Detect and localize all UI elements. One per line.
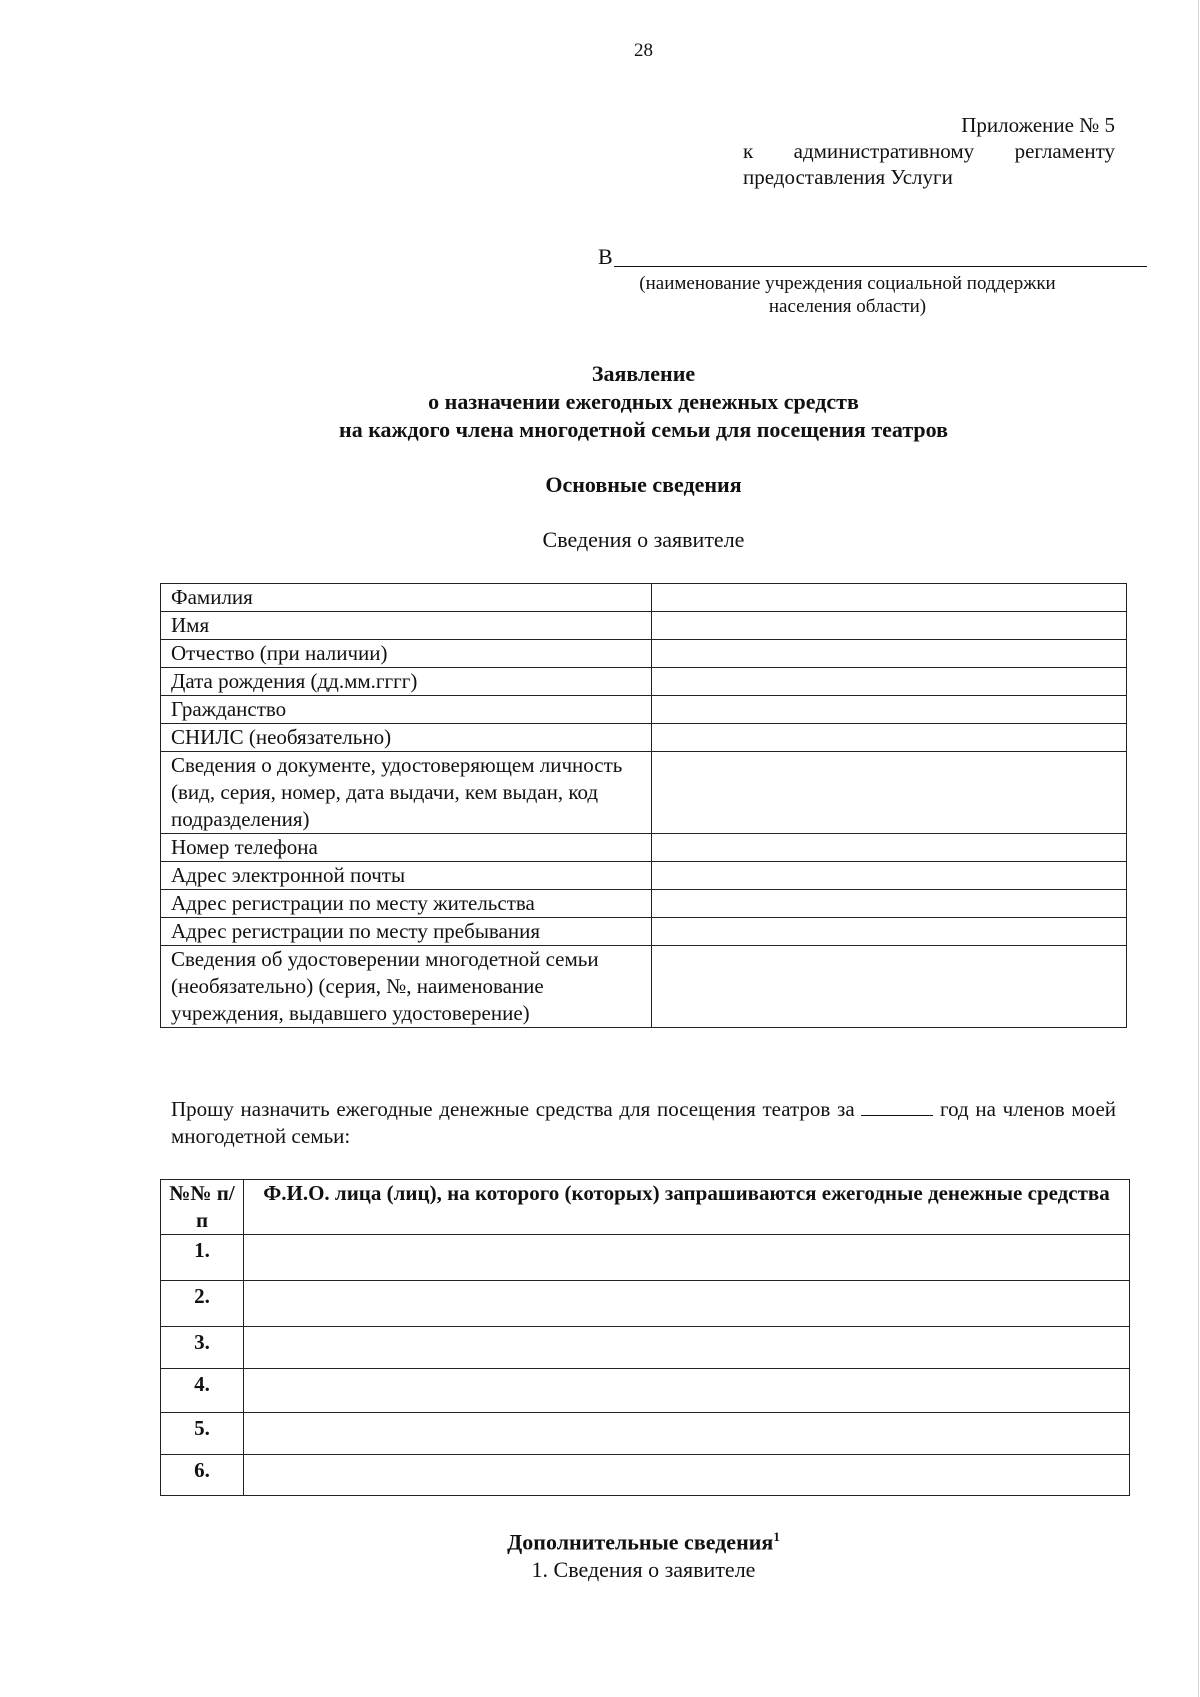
table-row <box>161 946 1127 1028</box>
field-label: Адрес регистрации по месту пребывания <box>161 918 652 946</box>
field-label: Сведения об удостоверении многодетной семьи (необязательно) (серия, №, наименование учреждения, выдавшего удостоверение) <box>161 946 652 1028</box>
table-row <box>161 668 1127 696</box>
column-header-number: №№ п/ п <box>161 1180 244 1235</box>
field-label: Гражданство <box>161 696 652 724</box>
table-row <box>161 862 1127 890</box>
table-row <box>161 1281 1130 1327</box>
row-number: 4. <box>161 1369 244 1413</box>
request-paragraph <box>171 1096 1116 1150</box>
addressee-input-line[interactable] <box>614 266 1147 267</box>
table-row <box>161 584 1127 612</box>
document-title <box>0 360 1200 444</box>
applicant-table <box>160 583 1127 1028</box>
member-name-cell[interactable] <box>244 1455 1130 1496</box>
section-title: Основные сведения <box>545 472 742 497</box>
appendix-note <box>743 112 1115 190</box>
table-header-row <box>161 1180 1130 1235</box>
table-row <box>161 696 1127 724</box>
table-row <box>161 724 1127 752</box>
field-value[interactable] <box>652 584 1127 612</box>
field-label: Отчество (при наличии) <box>161 640 652 668</box>
field-value[interactable] <box>652 724 1127 752</box>
members-table <box>160 1179 1130 1496</box>
request-text-part-1: Прошу назначить ежегодные денежные средства для посещения театров за <box>171 1097 855 1121</box>
table-row <box>161 1369 1130 1413</box>
field-value[interactable] <box>652 918 1127 946</box>
field-label: Адрес электронной почты <box>161 862 652 890</box>
field-value[interactable] <box>652 752 1127 834</box>
additional-info <box>0 1523 1200 1584</box>
field-label: Адрес регистрации по месту жительства <box>161 890 652 918</box>
member-name-cell[interactable] <box>244 1281 1130 1327</box>
field-value[interactable] <box>652 946 1127 1028</box>
table-row <box>161 1413 1130 1455</box>
addressee-caption-line-1: (наименование учреждения социальной поддержки <box>639 273 1056 294</box>
addressee-prefix: В <box>598 244 613 269</box>
table-row <box>161 1455 1130 1496</box>
title-line-2: о назначении ежегодных денежных средств <box>428 389 859 414</box>
year-input-line[interactable] <box>861 1097 933 1116</box>
field-label: Номер телефона <box>161 834 652 862</box>
page-edge <box>1198 0 1199 1697</box>
title-line-1: Заявление <box>591 361 696 386</box>
member-name-cell[interactable] <box>244 1413 1130 1455</box>
page-number: 28 <box>634 40 653 61</box>
member-name-cell[interactable] <box>244 1235 1130 1281</box>
request-text-part-2: год на членов моей многодетной семьи: <box>171 1097 1116 1148</box>
applicant-caption: Сведения о заявителе <box>542 527 745 552</box>
field-label: Дата рождения (дд.мм.гггг) <box>161 668 652 696</box>
row-number: 1. <box>161 1235 244 1281</box>
table-row <box>161 1235 1130 1281</box>
appendix-line-1: Приложение № 5 <box>961 113 1115 137</box>
column-header-name: Ф.И.О. лица (лиц), на которого (которых) запрашиваются ежегодные денежные средства <box>244 1180 1130 1235</box>
addressee-caption <box>605 272 1090 318</box>
appendix-line-3: предоставления Услуги <box>743 165 953 189</box>
member-name-cell[interactable] <box>244 1327 1130 1369</box>
field-value[interactable] <box>652 612 1127 640</box>
table-row <box>161 834 1127 862</box>
additional-item-1: 1. Сведения о заявителе <box>531 1557 756 1583</box>
additional-title <box>0 1523 1200 1556</box>
table-row <box>161 1327 1130 1369</box>
field-value[interactable] <box>652 668 1127 696</box>
field-value[interactable] <box>652 834 1127 862</box>
appendix-line-2: к административному регламенту <box>743 139 1115 163</box>
title-line-3: на каждого члена многодетной семьи для посещения театров <box>339 417 948 442</box>
field-value[interactable] <box>652 640 1127 668</box>
row-number: 3. <box>161 1327 244 1369</box>
addressee-caption-line-2: населения области) <box>768 296 927 317</box>
member-name-cell[interactable] <box>244 1369 1130 1413</box>
footnote-mark[interactable]: 1 <box>773 1529 780 1544</box>
row-number: 2. <box>161 1281 244 1327</box>
row-number: 5. <box>161 1413 244 1455</box>
table-row <box>161 752 1127 834</box>
table-row <box>161 640 1127 668</box>
table-row <box>161 918 1127 946</box>
field-value[interactable] <box>652 862 1127 890</box>
additional-title-text: Дополнительные сведения <box>507 1529 774 1555</box>
table-row <box>161 612 1127 640</box>
row-number: 6. <box>161 1455 244 1496</box>
field-label: Фамилия <box>161 584 652 612</box>
field-value[interactable] <box>652 890 1127 918</box>
field-label: Имя <box>161 612 652 640</box>
field-label: Сведения о документе, удостоверяющем личность (вид, серия, номер, дата выдачи, кем выдан, код подразделения) <box>161 752 652 834</box>
field-value[interactable] <box>652 696 1127 724</box>
field-label: СНИЛС (необязательно) <box>161 724 652 752</box>
table-row <box>161 890 1127 918</box>
